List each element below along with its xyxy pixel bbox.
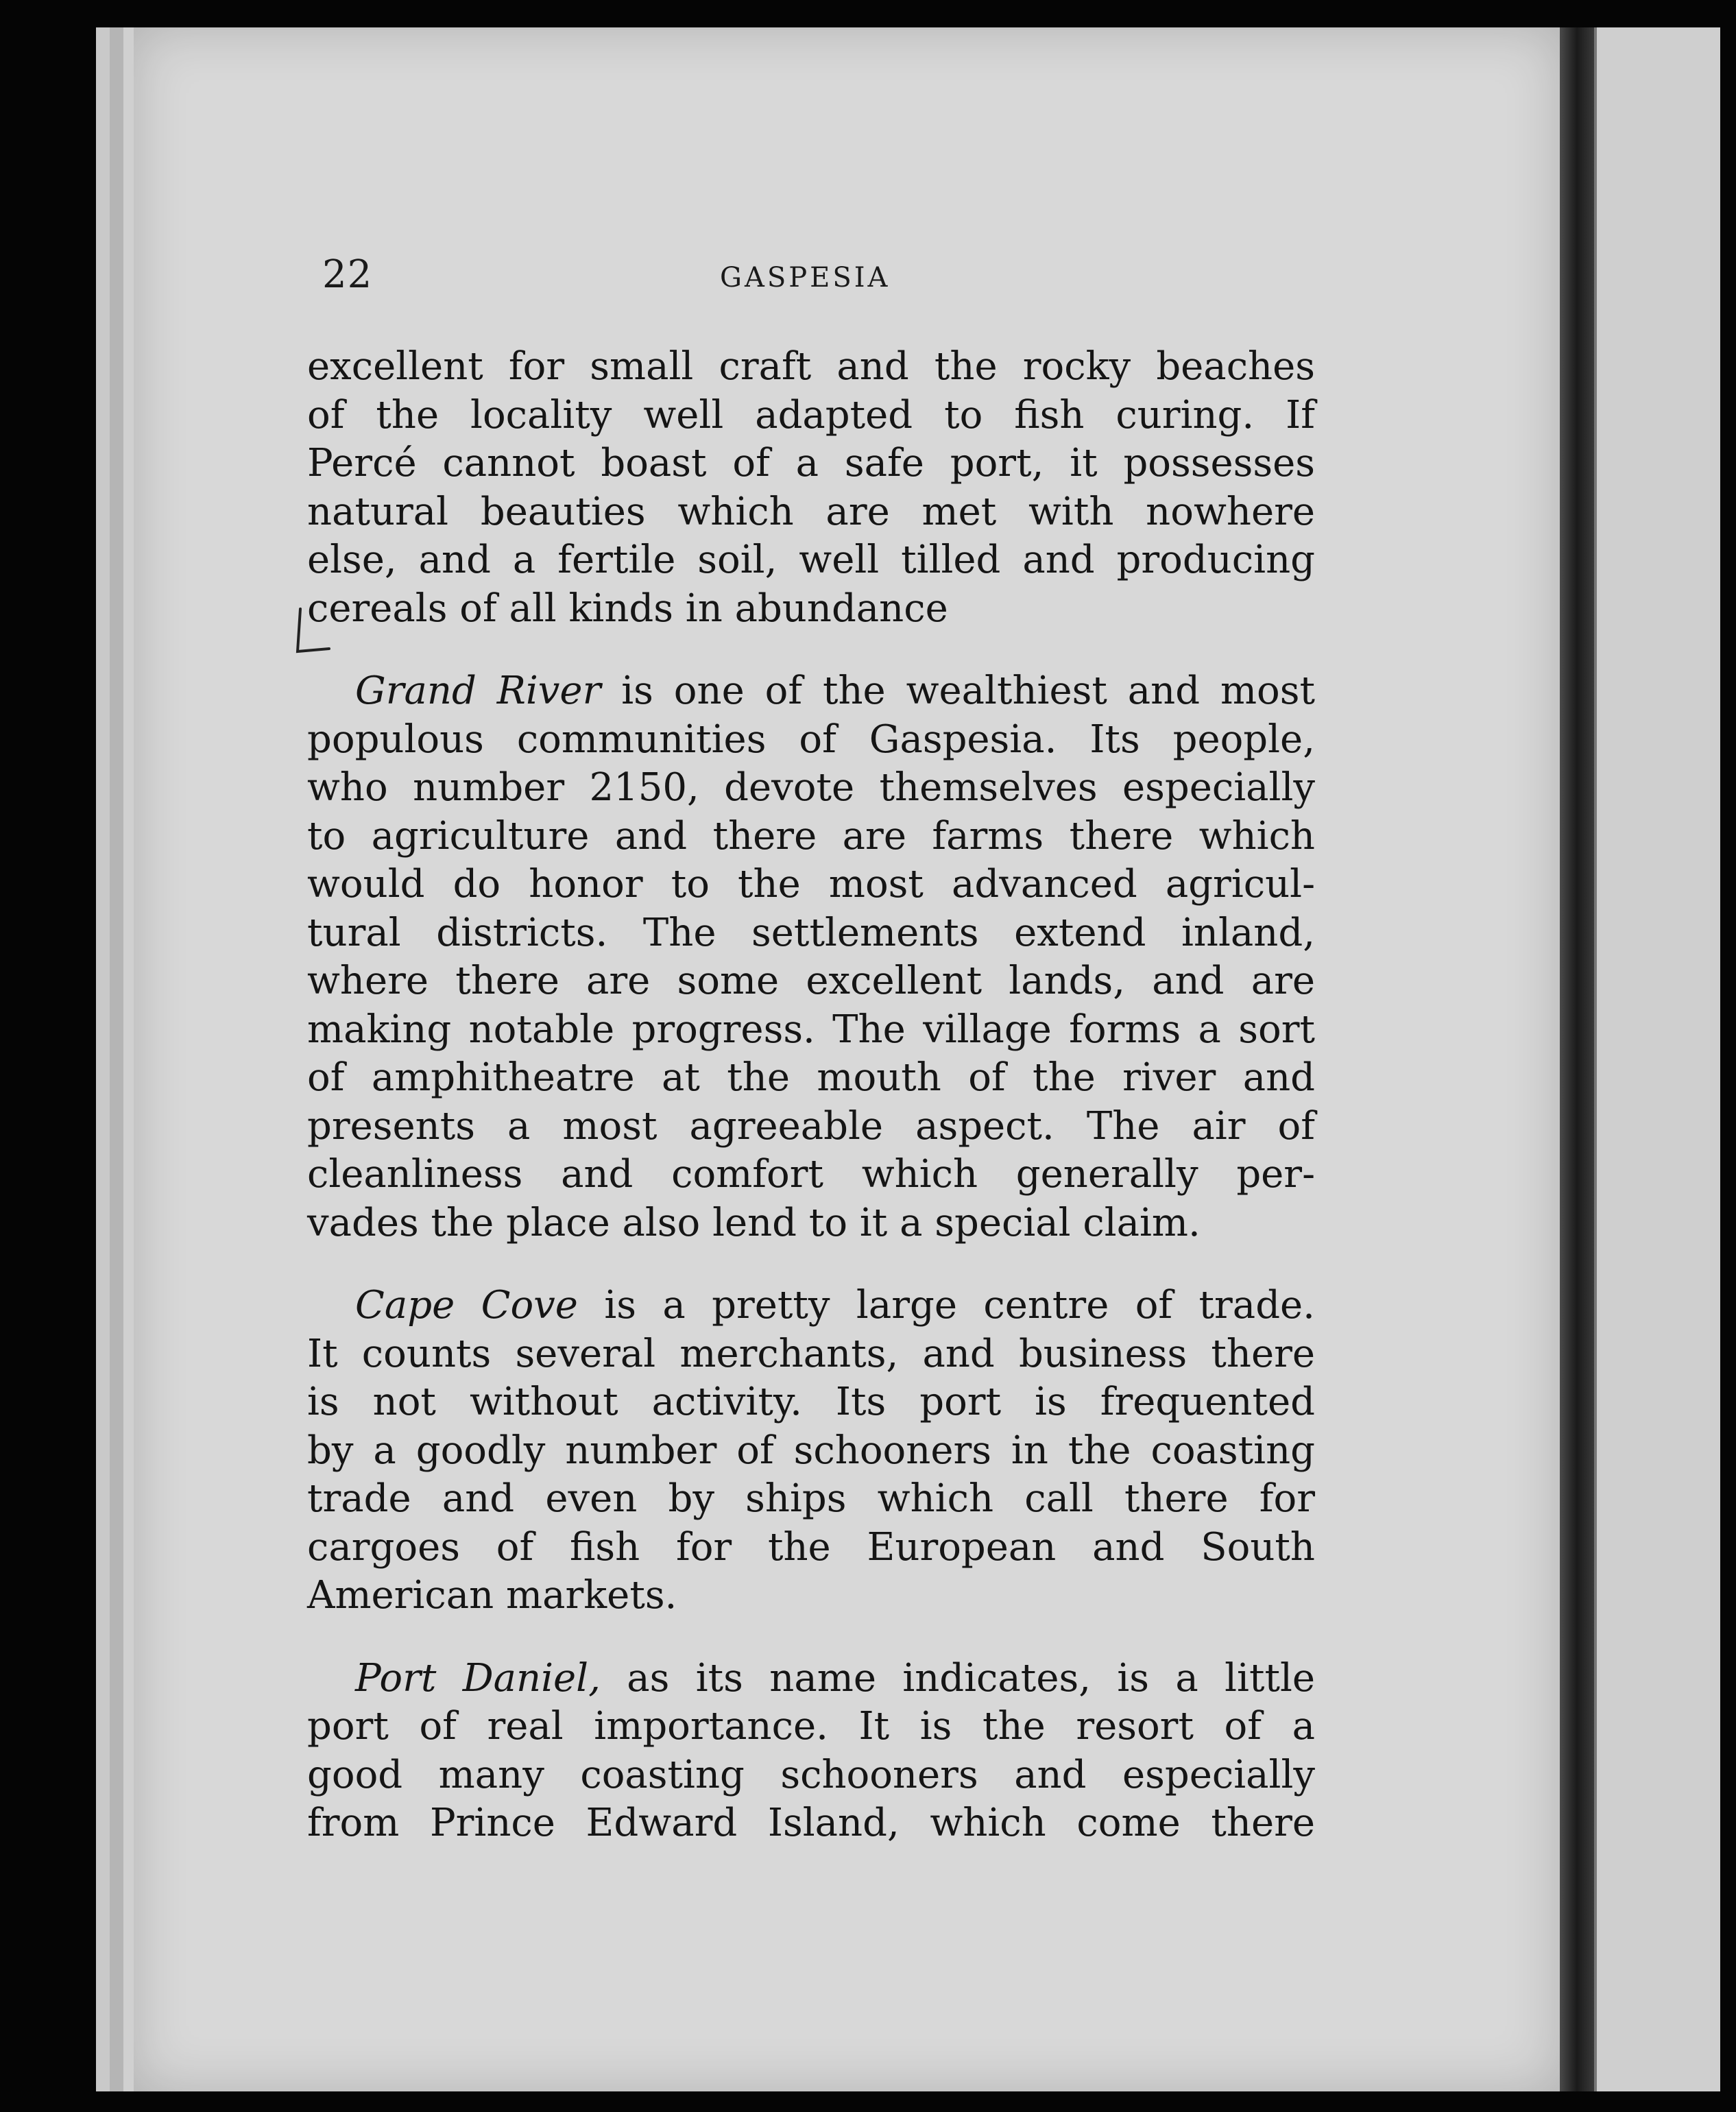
text-line: to agriculture and there are farms there which	[307, 813, 1315, 859]
text-line	[307, 1282, 1315, 1330]
running-header	[322, 252, 1310, 300]
text-line: port of real importance. It is the resort of a	[307, 1704, 1315, 1749]
facing-page-edge	[1594, 27, 1720, 2091]
text-line	[307, 1655, 1315, 1703]
text-line: of amphitheatre at the mouth of the river and	[307, 1055, 1315, 1100]
text-line-rest: is a pretty large centre of trade.	[577, 1283, 1315, 1328]
text-line: of the locality well adapted to fish curing. If	[307, 392, 1315, 437]
text-line: making notable progress. The village forms a sort	[307, 1007, 1315, 1052]
text-line: Percé cannot boast of a safe port, it possesses	[307, 441, 1315, 485]
text-line: populous communities of Gaspesia. Its people,	[307, 717, 1315, 762]
text-line: good many coasting schooners and especially	[307, 1752, 1315, 1797]
text-line: is not without activity. Its port is frequented	[307, 1380, 1315, 1424]
text-line: would do honor to the most advanced agricul-	[307, 862, 1315, 907]
text-line: It counts several merchants, and business there	[307, 1331, 1315, 1376]
place-name: Port Daniel,	[355, 1655, 601, 1701]
text-line-rest: is one of the wealthiest and most	[601, 669, 1316, 713]
text-line: else, and a fertile soil, well tilled and producing	[307, 538, 1315, 582]
text-line: vades the place also lend to it a special claim.	[307, 1200, 1201, 1245]
place-name: Grand River	[355, 669, 601, 713]
place-name: Cape Cove	[355, 1283, 578, 1328]
paragraph-grand-river	[307, 667, 1315, 1247]
text-line: by a goodly number of schooners in the coasting	[307, 1428, 1315, 1473]
text-line	[307, 667, 1315, 716]
paragraph-perce	[307, 343, 1315, 633]
text-line: who number 2150, devote themselves especially	[307, 765, 1315, 810]
text-line: cereals of all kinds in abundance	[307, 586, 948, 631]
text-line: cleanliness and comfort which generally per-	[307, 1152, 1315, 1197]
text-line: cargoes of fish for the European and South	[307, 1524, 1315, 1570]
paragraph-port-daniel	[307, 1655, 1315, 1848]
text-line: tural districts. The settlements extend inland,	[307, 910, 1315, 955]
page-number: 22	[322, 252, 373, 297]
running-title: GASPESIA	[720, 262, 891, 293]
text-line-rest: as its name indicates, is a little	[600, 1655, 1316, 1701]
body-text	[307, 343, 1315, 1848]
text-line: trade and even by ships which call there for	[307, 1476, 1315, 1521]
text-line: American markets.	[307, 1573, 677, 1618]
text-line: excellent for small craft and the rocky beaches	[307, 344, 1315, 389]
text-line: where there are some excellent lands, and are	[307, 959, 1315, 1003]
text-line: from Prince Edward Island, which come there	[307, 1801, 1315, 1845]
paragraph-cape-cove	[307, 1282, 1315, 1620]
text-line: presents a most agreeable aspect. The air of	[307, 1103, 1315, 1149]
text-line: natural beauties which are met with nowhere	[307, 489, 1315, 534]
book-gutter	[1560, 27, 1594, 2091]
